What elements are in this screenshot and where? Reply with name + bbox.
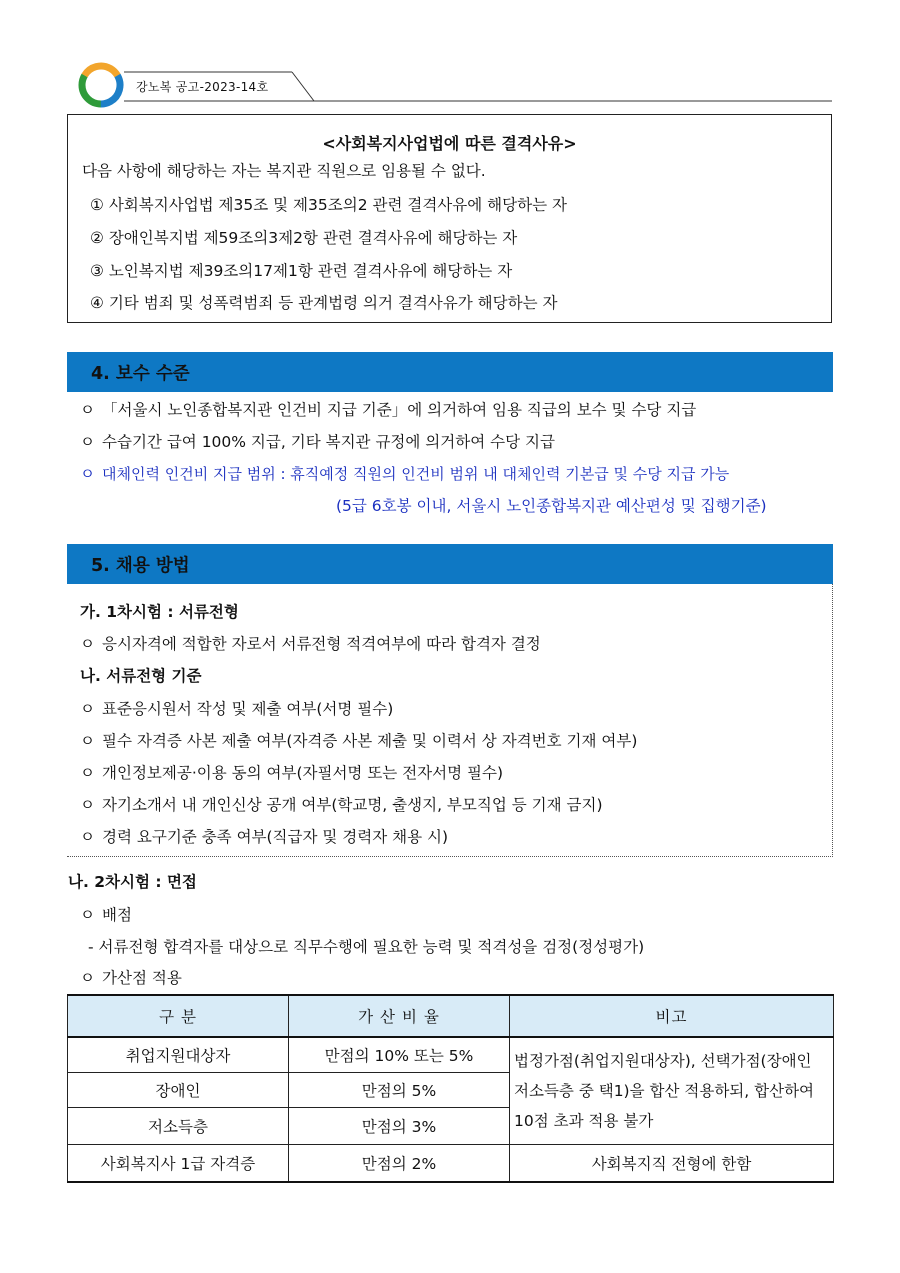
scoring-label: 배점 <box>102 906 132 924</box>
stage1-title: 가. 1차시험 : 서류전형 <box>80 603 239 621</box>
table-header-category: 구 분 <box>68 995 289 1037</box>
bullet-icon: ㅇ <box>80 700 95 718</box>
bullet-icon: ㅇ <box>80 796 95 814</box>
section-5-title: 5. 채용 방법 <box>91 556 190 576</box>
criteria-text: 표준응시원서 작성 및 제출 여부(서명 필수) <box>102 700 394 718</box>
bullet-icon: ㅇ <box>80 906 95 924</box>
bullet-icon: ㅇ <box>80 635 95 653</box>
table-header-rate: 가 산 비 율 <box>289 995 510 1037</box>
section-4-heading <box>67 352 833 392</box>
document-code: 강노복 공고-2023-14호 <box>136 80 269 94</box>
criteria-text: 경력 요구기준 충족 여부(직급자 및 경력자 채용 시) <box>102 828 449 846</box>
pay-bullet-continuation: (5급 6호봉 이내, 서울시 노인종합복지관 예산편성 및 집행기준) <box>336 497 767 515</box>
table-row <box>68 1145 834 1183</box>
criteria-item <box>80 825 448 847</box>
criteria-item <box>80 793 603 815</box>
table-row <box>68 1037 834 1073</box>
pay-bullet <box>80 430 555 452</box>
criteria-item <box>80 761 503 783</box>
document-screening-box <box>67 584 833 857</box>
table-cell-category: 장애인 <box>68 1073 289 1108</box>
bullet-icon: ㅇ <box>80 465 95 483</box>
disqualification-intro: 다음 사항에 해당하는 자는 복지관 직원으로 임용될 수 없다. <box>82 162 486 180</box>
table-cell-note: 법정가점(취업지원대상자), 선택가점(장애인 저소득층 중 택1)을 합산 적용하되, 합산하여 10점 초과 적용 불가 <box>510 1037 834 1145</box>
table-cell-category: 취업지원대상자 <box>68 1037 289 1073</box>
document-header <box>70 60 832 105</box>
section-4-title: 4. 보수 수준 <box>91 364 190 384</box>
stage1-bullet-text: 응시자격에 적합한 자로서 서류전형 적격여부에 따라 합격자 결정 <box>102 635 541 653</box>
scoring-description: - 서류전형 합격자를 대상으로 직무수행에 필요한 능력 및 적격성을 검정(정성평가) <box>88 938 645 956</box>
bullet-icon: ㅇ <box>80 764 95 782</box>
organization-logo-icon <box>78 62 124 108</box>
disqualification-title: <사회복지사업법에 따른 결격사유> <box>322 134 577 153</box>
table-cell-category: 사회복지사 1급 자격증 <box>68 1145 289 1183</box>
bullet-icon: ㅇ <box>80 732 95 750</box>
stage1-bullet <box>80 632 541 654</box>
section-5-heading <box>67 544 833 584</box>
table-cell-note: 사회복지직 전형에 한함 <box>510 1145 834 1183</box>
criteria-item <box>80 729 637 751</box>
table-header-note: 비고 <box>510 995 834 1037</box>
bonus-label: 가산점 적용 <box>102 969 182 987</box>
bullet-icon: ㅇ <box>80 433 95 451</box>
table-cell-rate: 만점의 10% 또는 5% <box>289 1037 510 1073</box>
table-cell-rate: 만점의 3% <box>289 1108 510 1145</box>
pay-bullet-text: 수습기간 급여 100% 지급, 기타 복지관 규정에 의거하여 수당 지급 <box>102 433 555 451</box>
table-cell-category: 저소득층 <box>68 1108 289 1145</box>
pay-bullet <box>80 462 729 484</box>
disqualification-item: ① 사회복지사업법 제35조 및 제35조의2 관련 결격사유에 해당하는 자 <box>90 196 567 214</box>
disqualification-item: ④ 기타 범죄 및 성폭력범죄 등 관계법령 의거 결격사유가 해당하는 자 <box>90 294 558 312</box>
stage2-title: 나. 2차시험 : 면접 <box>68 873 197 891</box>
disqualification-box <box>67 114 832 323</box>
disqualification-item: ② 장애인복지법 제59조의3제2항 관련 결격사유에 해당하는 자 <box>90 229 518 247</box>
criteria-item <box>80 697 393 719</box>
criteria-title: 나. 서류전형 기준 <box>80 667 202 685</box>
criteria-text: 자기소개서 내 개인신상 공개 여부(학교명, 출생지, 부모직업 등 기재 금지) <box>102 796 603 814</box>
pay-bullet <box>80 398 696 420</box>
scoring-bullet <box>80 903 132 925</box>
bullet-icon: ㅇ <box>80 828 95 846</box>
criteria-text: 개인정보제공·이용 동의 여부(자필서명 또는 전자서명 필수) <box>102 764 504 782</box>
bonus-points-table <box>67 994 834 1183</box>
pay-bullet-text: 「서울시 노인종합복지관 인건비 지급 기준」에 의거하여 임용 직급의 보수 및 수당 지급 <box>102 401 697 419</box>
table-cell-rate: 만점의 5% <box>289 1073 510 1108</box>
bullet-icon: ㅇ <box>80 969 95 987</box>
bullet-icon: ㅇ <box>80 401 95 419</box>
bonus-bullet <box>80 966 182 988</box>
criteria-text: 필수 자격증 사본 제출 여부(자격증 사본 제출 및 이력서 상 자격번호 기재 여부) <box>102 732 638 750</box>
pay-bullet-text: 대체인력 인건비 지급 범위 : 휴직예정 직원의 인건비 범위 내 대체인력 기본급 및 수당 지급 가능 <box>102 465 730 483</box>
disqualification-item: ③ 노인복지법 제39조의17제1항 관련 결격사유에 해당하는 자 <box>90 262 513 280</box>
table-cell-rate: 만점의 2% <box>289 1145 510 1183</box>
